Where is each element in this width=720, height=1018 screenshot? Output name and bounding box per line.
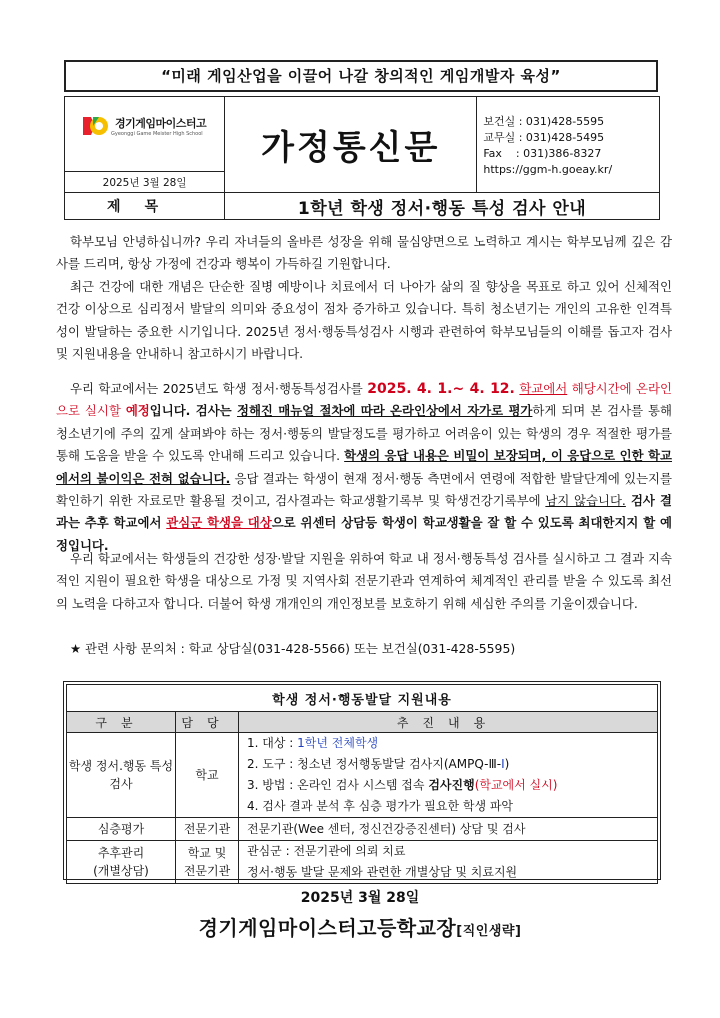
survey-period: 2025. 4. 1.~ 4. 12. — [367, 381, 515, 397]
subject-label: 제목 — [65, 193, 225, 220]
signature-date: 2025년 3월 28일 — [300, 890, 420, 906]
target-students: 1학년 전체학생 — [297, 736, 379, 750]
document-title: 가정통신문 — [225, 97, 477, 193]
row-content: 전문기관(Wee 센터, 정신건강증진센터) 상담 및 검사 — [239, 818, 658, 841]
support-table-title: 학생 정서·행동발달 지원내용 — [67, 685, 658, 712]
contact-health-room: 보건실 : 031)428-5595 — [483, 114, 605, 128]
principal-name: 경기게임마이스터고등학교장 — [198, 916, 457, 940]
row-owner: 학교 및 전문기관 — [176, 841, 239, 884]
record-notice: 남지 않습니다. — [545, 493, 626, 509]
survey-method: 해당시간에 온라인으로 실시할 — [56, 381, 672, 419]
issue-date: 2025년 3월 28일 — [65, 172, 225, 193]
logo-name: 경기게임마이스터고 — [115, 117, 207, 130]
row-category: 학생 정서.행동 특성검사 — [67, 733, 176, 818]
greeting-paragraph — [56, 231, 672, 365]
contact-fax: Fax : 031)386-8327 — [483, 146, 602, 160]
school-logo — [79, 113, 206, 139]
survey-paragraph: 우리 학교에서는 2025년도 학생 정서·행동특성검사를 2025. 4. 1.~ 4. 12. 학교에서 해당시간에 온라인으로 실시할 예정입니다. 검사는 정해진 매뉴얼 절차에 따라 온라인상에서 자가로 평가하게 되며 본 검사를 통해 청소년기에 주의 깊게 살펴봐야 하는 정서·행동의 발달정도를 평가하고 어려움이 있는 학생의 경우 적절한 평가를 통해 도움을 받을 수 있도록 안내해 드리고 있습니다. 학생의 응답 내용은 비밀이 보장되며, 이 응답으로 인한 학교에서의 불이익은 전혀 없습니다. 응답 결과는 학생이 현재 정서·행동 측면에서 연령에 적합한 발달단계에 있는지를 확인하기 위한 자료로만 활용될 것이고, 검사결과는 학교생활기록부 및 학생건강기록부에 남지 않습니다. 검사 결과는 추후 학교에서 관심군 학생을 대상으로 위센터 상담등 학생이 학교생활을 잘 할 수 있도록 최대한지지 할 예정입니다. — [56, 381, 673, 553]
support-paragraph: 우리 학교에서는 학생들의 건강한 성장·발달 지원을 위하여 학교 내 정서·행동특성 검사를 실시하고 그 결과 지속적인 지원이 필요한 학생을 대상으로 가정 및 지역사회 전문기관과 연계하여 체계적인 관리를 받을 수 있도록 최선의 노력을 다하고자 합니다. 더불어 학생 개개인의 개인정보를 보호하기 위해 세심한 주의를 기울이겠습니다. — [56, 551, 672, 611]
table-row — [67, 841, 658, 884]
row-category: 추후관리 (개별상담) — [67, 841, 176, 884]
table-row — [67, 733, 658, 818]
row-owner: 전문기관 — [176, 818, 239, 841]
seal-omitted-note: [직인생략] — [456, 924, 522, 939]
content-item: 4. 검사 결과 분석 후 심층 평가가 필요한 학생 파악 — [247, 799, 514, 813]
survey-location: 학교에서 — [519, 381, 568, 396]
greeting-line: 학부모님 안녕하십니까? 우리 자녀들의 올바른 성장을 위해 물심양면으로 노력하고 계시는 학부모님께 깊은 감사를 드리며, 항상 가정에 건강과 행복이 가득하길 기원합니다. — [56, 234, 672, 272]
survey-plan: 예정 — [125, 403, 150, 419]
health-intro-line: 최근 건강에 대한 개념은 단순한 질병 예방이나 치료에서 더 나아가 삶의 질 향상을 목표로 하고 있어 신체적인 건강 이상으로 심리정서 발달의 의미와 중요성이 점차 증가하고 있습니다. 특히 청소년기는 개인의 고유한 인격특성이 발달하는 중요한 시기입니다. 2025년 정서·행동특성검사 시행과 관련하여 학부모님들의 이해를 돕고자 검사 및 지원내용을 안내하니 참고하시기 바랍니다. — [56, 278, 672, 362]
target-group: 관심군 학생을 대상 — [166, 515, 272, 531]
contact-info — [477, 97, 660, 193]
row-content — [239, 733, 658, 818]
contact-website[interactable]: https://ggm-h.goeay.kr/ — [483, 162, 613, 176]
logo-subtitle: Gyeonggi Game Meister High School — [111, 131, 203, 137]
contact-note: ★ 관련 사항 문의처 : 학교 상담실(031-428-5566) 또는 보건실(031-428-5595) — [70, 641, 516, 656]
logo-mark-icon — [79, 113, 111, 139]
header-content: 추진내용 — [239, 712, 658, 733]
row-owner: 학교 — [176, 733, 239, 818]
survey-procedure: 정해진 매뉴얼 절차에 따라 온라인상에서 자가로 평가 — [236, 403, 533, 419]
content-item: 2. 도구 : 청소년 정서행동발달 검사지(AMPQ-Ⅲ-Ⅰ) — [247, 757, 510, 771]
slogan: “미래 게임산업을 이끌어 나갈 창의적인 게임개발자 육성” — [64, 60, 658, 92]
content-item: 3. 방법 : 온라인 검사 시스템 접속 검사진행(학교에서 실시) — [247, 778, 558, 792]
contact-teacher-room: 교무실 : 031)428-5495 — [483, 130, 605, 144]
newsletter-header — [64, 96, 660, 220]
row-content: 관심군 : 전문기관에 의뢰 치료 정서·행동 발달 문제와 관련한 개별상담 및 치료지원 — [239, 841, 658, 884]
support-table — [66, 684, 658, 884]
principal-signature — [0, 912, 720, 941]
header-category: 구분 — [67, 712, 176, 733]
subject-title: 1학년 학생 정서·행동 특성 검사 안내 — [225, 193, 660, 220]
logo-cell — [65, 97, 225, 172]
table-row — [67, 818, 658, 841]
row-category: 심층평가 — [67, 818, 176, 841]
content-item: 1. 대상 : 1학년 전체학생 — [247, 736, 379, 750]
header-owner: 담당 — [176, 712, 239, 733]
survey-text: 우리 학교에서는 2025년도 학생 정서·행동특성검사를 — [70, 381, 368, 396]
confidentiality-notice: 학생의 응답 내용은 비밀이 보장되며, 이 응답으로 인한 학교에서의 불이익은 전혀 없습니다. — [56, 448, 672, 486]
